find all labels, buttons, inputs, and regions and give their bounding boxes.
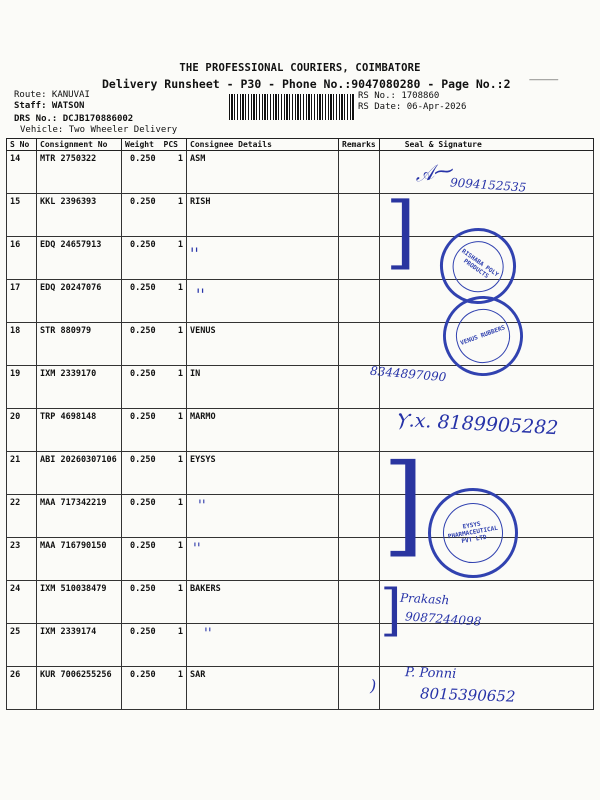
table-header-row <box>7 139 594 151</box>
document-subtitle: Delivery Runsheet - P30 - Phone No.:9047080280 - Page No.:2 <box>102 77 511 91</box>
bracket-21-23: ] <box>382 440 425 568</box>
row-consignee: BAKERS <box>187 581 339 624</box>
table-row <box>7 194 594 237</box>
ditto-23: '' <box>193 541 201 557</box>
signature-19: 8344897090 <box>369 363 447 385</box>
row-weight-pcs: 0.250 1 <box>122 151 187 194</box>
row-consignee: EYSYS <box>187 452 339 495</box>
row-consignee <box>187 280 339 323</box>
row-remarks <box>339 194 380 237</box>
row-consignee <box>187 538 339 581</box>
row-weight-pcs: 0.250 1 <box>122 194 187 237</box>
ditto-16: '' <box>190 244 199 263</box>
row-sno: 21 <box>7 452 37 495</box>
row-remarks <box>339 237 380 280</box>
row-weight-pcs: 0.250 1 <box>122 624 187 667</box>
row-remarks <box>339 151 380 194</box>
table-row <box>7 581 594 624</box>
col-weight-pcs: Weight PCS <box>122 139 187 151</box>
row-signature <box>379 624 593 667</box>
row-consignment-no: ABI 20260307106 <box>37 452 122 495</box>
tick-26: ) <box>370 676 377 695</box>
row-consignee: VENUS <box>187 323 339 366</box>
row-sno: 19 <box>7 366 37 409</box>
staff-label: Staff: WATSON <box>14 101 85 111</box>
stamp-rishaba: RISHABA POLY PRODUCTS <box>425 213 531 319</box>
row-consignment-no: IXM 2339174 <box>37 624 122 667</box>
row-consignment-no: EDQ 20247076 <box>37 280 122 323</box>
row-consignment-no: MAA 716790150 <box>37 538 122 581</box>
row-consignment-no: KKL 2396393 <box>37 194 122 237</box>
row-sno: 24 <box>7 581 37 624</box>
ditto-22: '' <box>198 498 206 514</box>
row-consignment-no: STR 880979 <box>37 323 122 366</box>
row-sno: 14 <box>7 151 37 194</box>
row-remarks <box>339 409 380 452</box>
row-remarks <box>339 280 380 323</box>
row-consignee: MARMO <box>187 409 339 452</box>
row-consignee <box>187 495 339 538</box>
row-remarks <box>339 495 380 538</box>
row-weight-pcs: 0.250 1 <box>122 280 187 323</box>
row-consignment-no: IXM 510038479 <box>37 581 122 624</box>
route-label: Route: KANUVAI <box>14 90 90 100</box>
ditto-25: '' <box>204 626 212 642</box>
row-consignment-no: KUR 7006255256 <box>37 667 122 710</box>
row-remarks <box>339 581 380 624</box>
row-consignee: IN <box>187 366 339 409</box>
row-sno: 22 <box>7 495 37 538</box>
row-remarks <box>339 452 380 495</box>
table-row <box>7 452 594 495</box>
row-consignment-no: MAA 717342219 <box>37 495 122 538</box>
barcode <box>229 94 355 120</box>
stamp-venus: VENUS RUBBERS <box>432 285 535 388</box>
phone-20: Ⲩ.x. 8189905282 <box>394 408 559 440</box>
col-signature: Seal & Signature <box>379 139 593 151</box>
phone-26: 8015390652 <box>419 684 516 706</box>
row-sno: 25 <box>7 624 37 667</box>
signature-14: 𝒜⁓ <box>413 157 456 187</box>
row-sno: 26 <box>7 667 37 710</box>
row-sno: 16 <box>7 237 37 280</box>
col-consignment: Consignment No <box>37 139 122 151</box>
table-row <box>7 624 594 667</box>
row-consignment-no: IXM 2339170 <box>37 366 122 409</box>
row-remarks <box>339 624 380 667</box>
table-row <box>7 366 594 409</box>
row-weight-pcs: 0.250 1 <box>122 409 187 452</box>
row-weight-pcs: 0.250 1 <box>122 452 187 495</box>
row-weight-pcs: 0.250 1 <box>122 366 187 409</box>
row-sno: 15 <box>7 194 37 237</box>
corner-mark: ⸻ <box>528 72 558 86</box>
row-consignment-no: EDQ 24657913 <box>37 237 122 280</box>
col-remarks: Remarks <box>339 139 380 151</box>
row-consignee: SAR <box>187 667 339 710</box>
row-weight-pcs: 0.250 1 <box>122 538 187 581</box>
document-title: THE PROFESSIONAL COURIERS, COIMBATORE <box>179 62 421 74</box>
signature-26: P. Ponni <box>404 665 457 682</box>
row-consignee <box>187 237 339 280</box>
row-consignee: RISH <box>187 194 339 237</box>
row-remarks <box>339 323 380 366</box>
row-consignee: ASM <box>187 151 339 194</box>
ditto-17: '' <box>196 285 205 304</box>
vehicle-label: Vehicle: Two Wheeler Delivery <box>20 125 178 135</box>
stamp-eysys: EYSYS PHARMACEUTICAL PVT LTD <box>421 481 525 585</box>
phone-14: 9094152535 <box>449 175 527 195</box>
row-weight-pcs: 0.250 1 <box>122 323 187 366</box>
row-weight-pcs: 0.250 1 <box>122 581 187 624</box>
row-weight-pcs: 0.250 1 <box>122 667 187 710</box>
rs-date: RS Date: 06-Apr-2026 <box>358 102 467 112</box>
bracket-24-25: ] <box>380 578 402 643</box>
phone-24: 9087244098 <box>404 609 482 629</box>
bracket-14-17: ] <box>385 185 417 278</box>
row-remarks <box>339 538 380 581</box>
drs-label: DRS No.: DCJB170886002 <box>14 114 134 124</box>
row-weight-pcs: 0.250 1 <box>122 495 187 538</box>
row-weight-pcs: 0.250 1 <box>122 237 187 280</box>
row-sno: 17 <box>7 280 37 323</box>
col-consignee: Consignee Details <box>187 139 339 151</box>
row-sno: 23 <box>7 538 37 581</box>
row-sno: 20 <box>7 409 37 452</box>
row-sno: 18 <box>7 323 37 366</box>
rs-no: RS No.: 1708860 <box>358 91 440 101</box>
col-sno: S No <box>7 139 37 151</box>
row-consignment-no: TRP 4698148 <box>37 409 122 452</box>
row-consignment-no: MTR 2750322 <box>37 151 122 194</box>
signature-24: Prakash <box>399 590 450 608</box>
